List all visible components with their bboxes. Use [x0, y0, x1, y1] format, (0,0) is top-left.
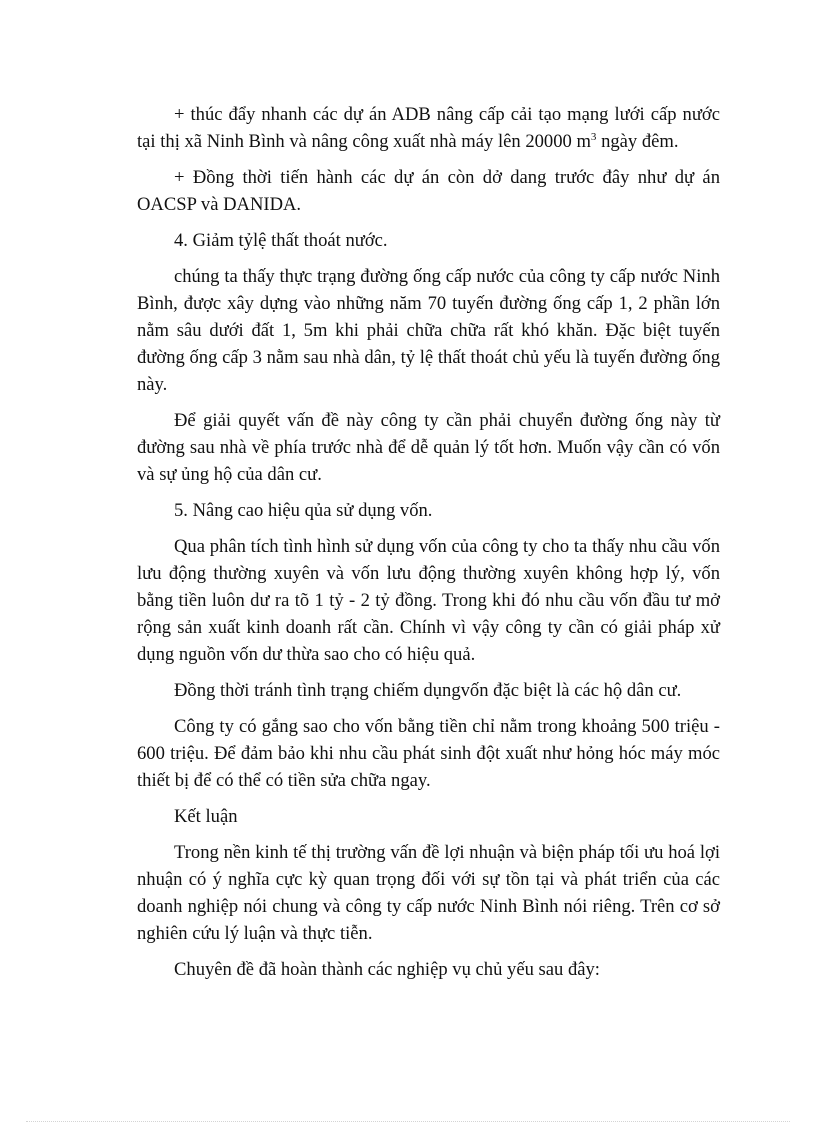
section-heading-conclusion: Kết luận	[174, 806, 238, 827]
section-heading-capital-efficiency: 5. Nâng cao hiệu qủa sử dụng vốn.	[174, 500, 433, 521]
paragraph-pipeline-solution: Để giải quyết vấn đề này công ty cần phải chuyển đường ống này từ đường sau nhà về phía trước nhà để dễ quản lý tốt hơn. Muốn vậy cần có vốn và sự ủng hộ của dân cư.	[137, 410, 720, 485]
paragraph-adb-projects	[137, 101, 720, 155]
paragraph-adb-text-end: ngày đêm.	[596, 131, 679, 152]
paragraph-completed-tasks: Chuyên đề đã hoàn thành các nghiệp vụ chủ yếu sau đây:	[174, 959, 600, 980]
paragraph-conclusion: Trong nền kinh tế thị trường vấn đề lợi nhuận và biện pháp tối ưu hoá lợi nhuận có ý nghĩa cực kỳ quan trọng đối với sự tồn tại và phát triển của các doanh nghiệp nói chung và công ty cấp nước Ninh Bình nói riêng. Trên cơ sở nghiên cứu lý luận và thực tiễn.	[137, 842, 720, 944]
superscript-cubic: 3	[590, 131, 597, 143]
document-body	[137, 101, 720, 992]
paragraph-capital-analysis: Qua phân tích tình hình sử dụng vốn của công ty cho ta thấy nhu cầu vốn lưu động thường xuyên và vốn lưu động thường xuyên không hợp lý, vốn bằng tiền luôn dư ra tõ 1 tỷ - 2 tỷ đồng. Trong khi đó nhu cầu vốn đầu tư mở rộng sản xuất kinh doanh rất cần. Chính vì vậy công ty cần có giải pháp xử dụng nguồn vốn dư thừa sao cho có hiệu quả.	[137, 536, 720, 665]
paragraph-ongoing-projects: + Đồng thời tiến hành các dự án còn dở dang trước đây như dự án OACSP và DANIDA.	[137, 167, 720, 215]
paragraph-pipeline-status: chúng ta thấy thực trạng đường ống cấp nước của công ty cấp nước Ninh Bình, được xây dựng vào những năm 70 tuyến đường ống cấp 1, 2 phần lớn nằm sâu dưới đất 1, 5m khi phải chữa chữa rất khó khăn. Đặc biệt tuyến đường ống cấp 3 nằm sau nhà dân, tỷ lệ thất thoát chủ yếu là tuyến đường ống này.	[137, 266, 720, 395]
page-bottom-divider	[26, 1121, 790, 1122]
paragraph-cash-target: Công ty có gắng sao cho vốn bằng tiền chỉ nằm trong khoảng 500 triệu - 600 triệu. Để đảm bảo khi nhu cầu phát sinh đột xuất như hỏng hóc máy móc thiết bị để có thể có tiền sửa chữa ngay.	[137, 716, 720, 791]
paragraph-adb-text: + thúc đẩy nhanh các dự án ADB nâng cấp cải tạo mạng lưới cấp nước tại thị xã Ninh Bình và nâng công xuất nhà máy lên 20000 m	[137, 104, 720, 152]
paragraph-avoid-appropriation: Đồng thời tránh tình trạng chiếm dụngvốn đặc biệt là các hộ dân cư.	[174, 680, 682, 701]
section-heading-water-loss: 4. Giảm tỷlệ thất thoát nước.	[174, 230, 388, 251]
